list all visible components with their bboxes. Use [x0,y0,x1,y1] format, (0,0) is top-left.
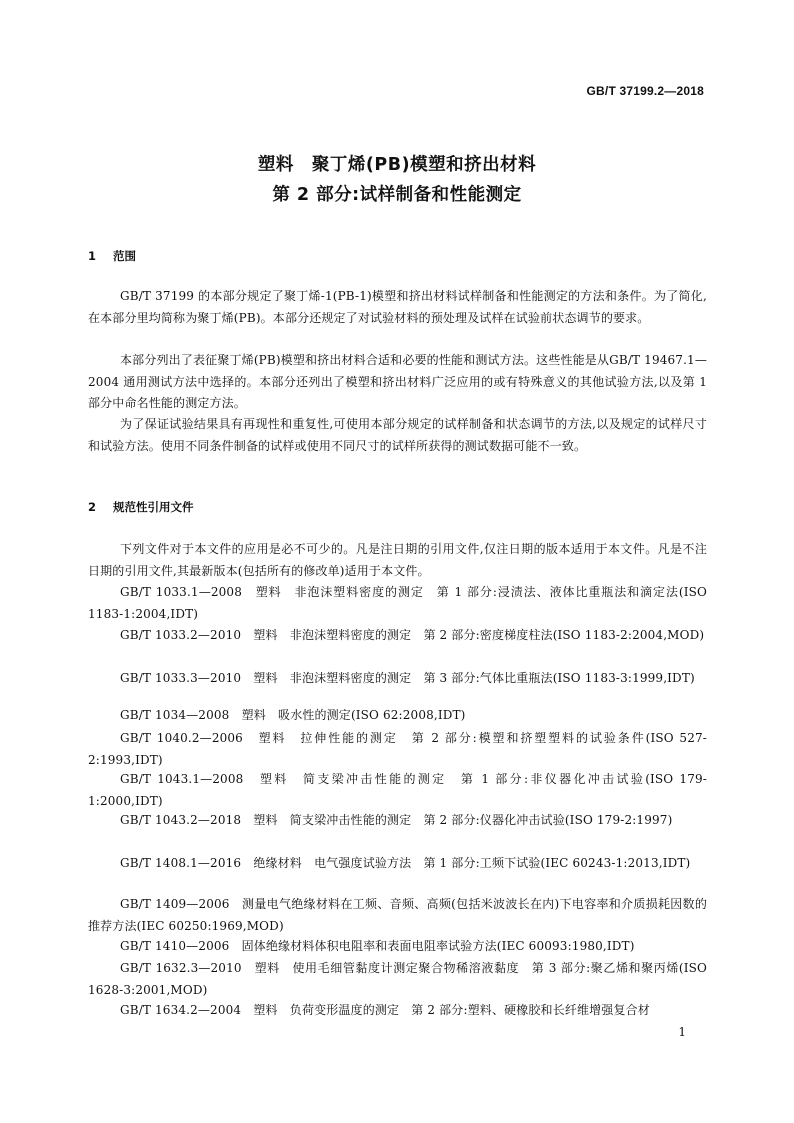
page-number: 1 [678,1025,686,1039]
reference-item: GB/T 1043.2—2018 塑料 简支梁冲击性能的测定 第 2 部分:仪器化冲击试验(ISO 179-2:1997) [120,813,673,827]
document-title [0,150,794,210]
reference-item: GB/T 1033.3—2010 塑料 非泡沫塑料密度的测定 第 3 部分:气体比重瓶法(ISO 1183-3:1999,IDT) [120,671,695,685]
section-1-paragraph-3: 为了保证试验结果具有再现性和重复性,可使用本部分规定的试样制备和状态调节的方法,以及规定的试样尺寸和试验方法。使用不同条件制备的试样或使用不同尺寸的试样所获得的测试数据可能不一致。 [88,417,707,453]
reference-item: GB/T 1408.1—2016 绝缘材料 电气强度试验方法 第 1 部分:工频下试验(IEC 60243-1:2013,IDT) [120,856,691,870]
section-2-paragraph-1: 下列文件对于本文件的应用是必不可少的。凡是注日期的引用文件,仅注日期的版本适用于本文件。凡是不注日期的引用文件,其最新版本(包括所有的修改单)适用于本文件。 [88,542,707,578]
reference-item: GB/T 1410—2006 固体绝缘材料体积电阻率和表面电阻率试验方法(IEC 60093:1980,IDT) [120,939,635,953]
section-number: 1 [88,249,97,263]
section-1-paragraph-1: GB/T 37199 的本部分规定了聚丁烯-1(PB-1)模塑和挤出材料试样制备和性能测定的方法和条件。为了简化,在本部分里均简称为聚丁烯(PB)。本部分还规定了对试验材料的预处理及试样在试验前状态调节的要求。 [88,289,707,325]
standard-number: GB/T 37199.2—2018 [586,84,704,98]
section-1-heading [88,248,136,264]
reference-item: GB/T 1040.2—2006 塑料 拉伸性能的测定 第 2 部分:模塑和挤塑塑料的试验条件(ISO 527-2:1993,IDT) [88,731,707,767]
reference-item: GB/T 1033.1—2008 塑料 非泡沫塑料密度的测定 第 1 部分:浸渍法、液体比重瓶法和滴定法(ISO 1183-1:2004,IDT) [88,585,707,621]
section-title: 规范性引用文件 [113,500,194,514]
section-title: 范围 [113,249,136,263]
reference-item: GB/T 1632.3—2010 塑料 使用毛细管黏度计测定聚合物稀溶液黏度 第 3 部分:聚乙烯和聚丙烯(ISO 1628-3:2001,MOD) [88,961,707,997]
title-line-1: 塑料 聚丁烯(PB)模塑和挤出材料 [257,155,537,175]
section-1-paragraph-2: 本部分列出了表征聚丁烯(PB)模塑和挤出材料合适和必要的性能和测试方法。这些性能是从GB/T 19467.1—2004 通用测试方法中选择的。本部分还列出了模塑和挤出材料广泛应用的或有特殊意义的其他试验方法,以及第 1 部分中命名性能的测定方法。 [88,353,707,410]
reference-item: GB/T 1634.2—2004 塑料 负荷变形温度的测定 第 2 部分:塑料、硬橡胶和长纤维增强复合材 [120,1003,650,1017]
title-line-2: 第 2 部分:试样制备和性能测定 [272,185,522,205]
reference-item: GB/T 1043.1—2008 塑料 简支梁冲击性能的测定 第 1 部分:非仪器化冲击试验(ISO 179-1:2000,IDT) [88,772,707,808]
reference-item: GB/T 1409—2006 测量电气绝缘材料在工频、音频、高频(包括米波波长在内)下电容率和介质损耗因数的推荐方法(IEC 60250:1969,MOD) [88,897,707,933]
reference-item: GB/T 1033.2—2010 塑料 非泡沫塑料密度的测定 第 2 部分:密度梯度柱法(ISO 1183-2:2004,MOD) [120,628,705,642]
reference-item: GB/T 1034—2008 塑料 吸水性的测定(ISO 62:2008,IDT) [120,708,466,722]
section-2-heading [88,499,194,515]
section-number: 2 [88,500,97,514]
